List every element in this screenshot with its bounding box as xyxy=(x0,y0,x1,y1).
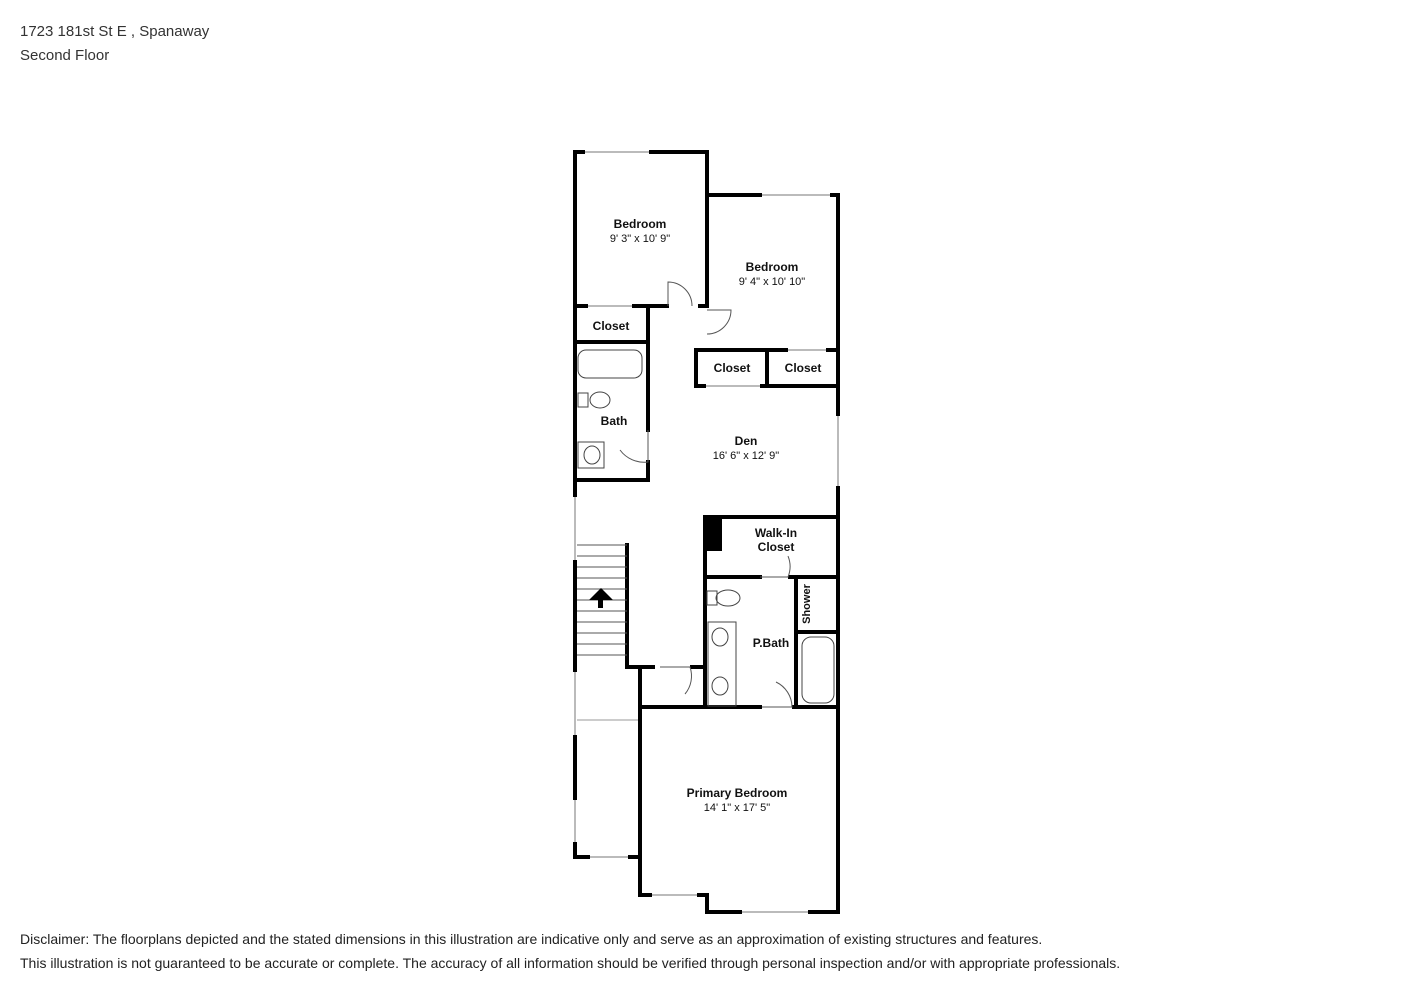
primary-bedroom-dims: 14' 1" x 17' 5" xyxy=(703,802,771,814)
disclaimer-line-1: Disclaimer: The floorplans depicted and the stated dimensions in this illustration are indicative only and serve as an approximation of existing structures and features. xyxy=(20,931,1043,947)
closet2-name: Closet xyxy=(713,361,751,375)
bedroom1-name: Bedroom xyxy=(613,217,667,231)
floor-label: Second Floor xyxy=(20,47,110,64)
den-dims: 16' 6" x 12' 9" xyxy=(712,450,780,462)
bedroom1-dims: 9' 3" x 10' 9" xyxy=(609,233,671,245)
walkin-name-line2: Closet xyxy=(757,540,795,554)
stairs-arrow-icon xyxy=(589,588,613,608)
bath-name: Bath xyxy=(600,414,628,428)
pbath-name: P.Bath xyxy=(752,636,790,650)
walkin-name-line1: Walk-In xyxy=(754,526,798,540)
disclaimer-line-2: This illustration is not guaranteed to be accurate or complete. The accuracy of all information should be verified through personal inspection and/or with appropriate professionals. xyxy=(20,955,1121,971)
closet1-name: Closet xyxy=(592,319,630,333)
property-address: 1723 181st St E , Spanaway xyxy=(20,23,210,40)
shower-name: Shower xyxy=(801,584,813,624)
bedroom2-dims: 9' 4" x 10' 10" xyxy=(738,276,806,288)
walkin-shelf xyxy=(704,517,722,551)
closet3-name: Closet xyxy=(784,361,822,375)
bedroom2-name: Bedroom xyxy=(745,260,799,274)
primary-bedroom-name: Primary Bedroom xyxy=(686,786,788,800)
den-name: Den xyxy=(734,434,758,448)
